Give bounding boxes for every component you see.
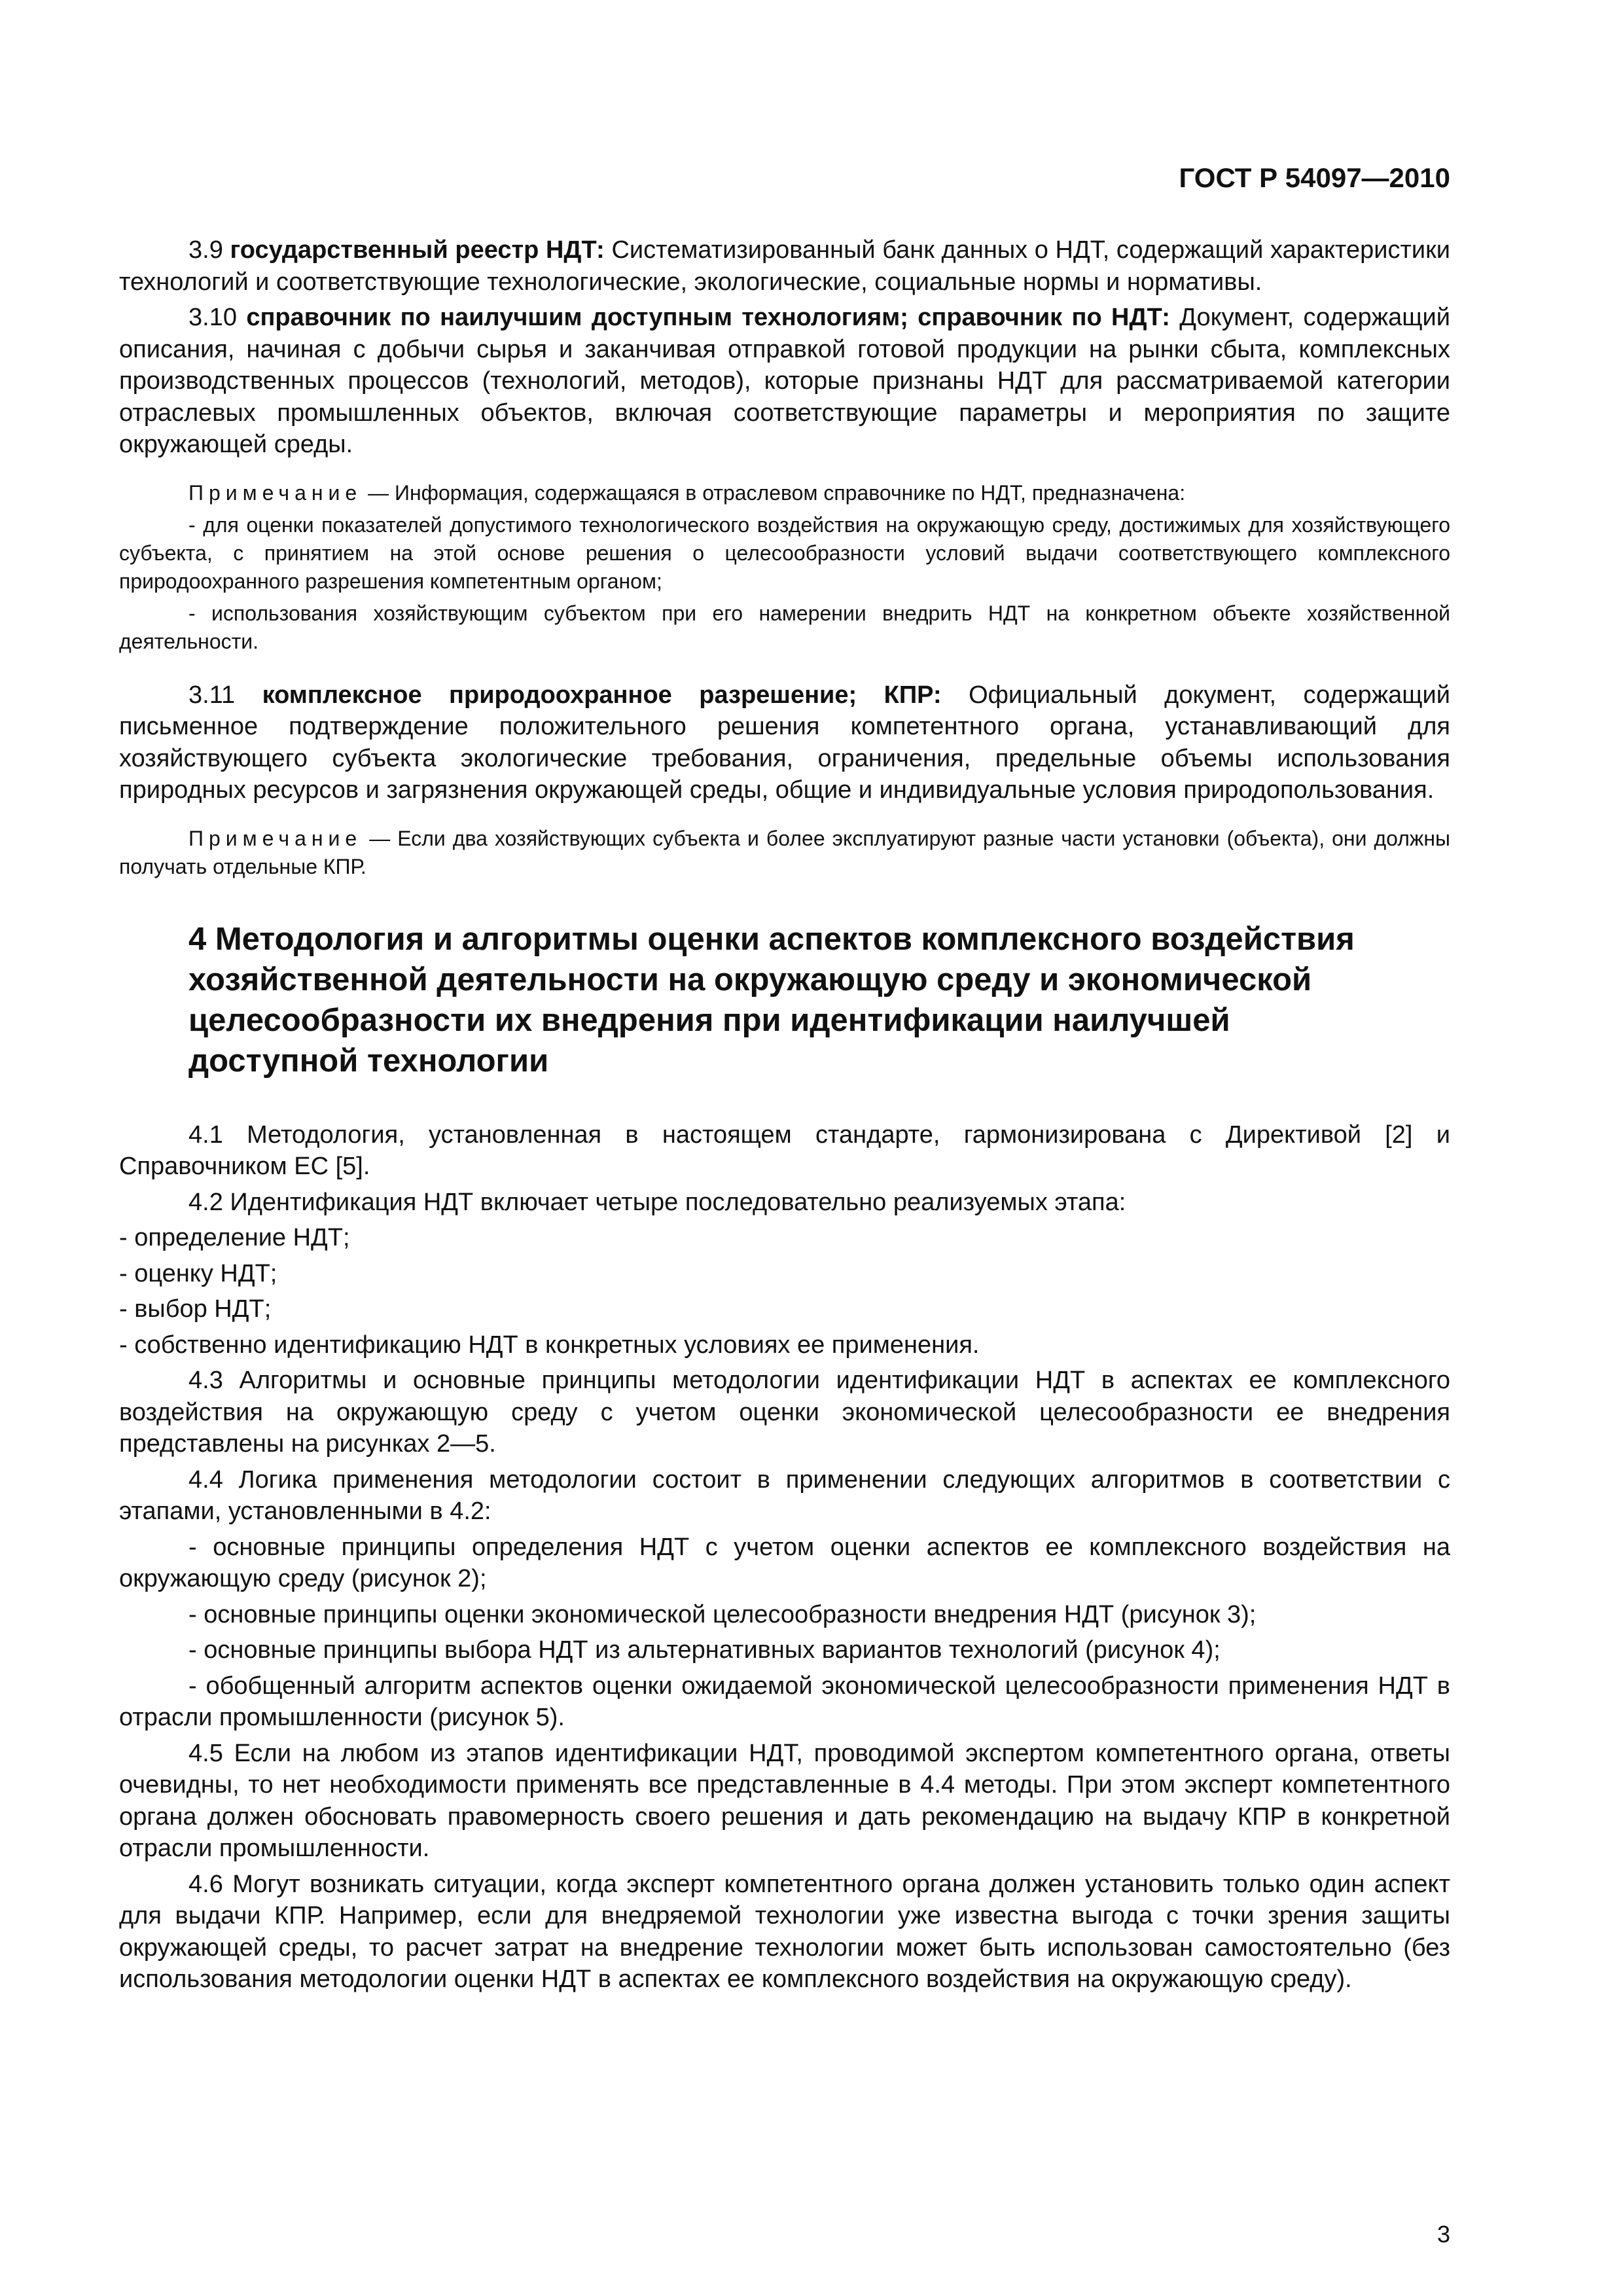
note-label: Примечание (188, 480, 363, 505)
definition: Документ, содержащий описания, начиная с добычи сырья и заканчивая отправкой готовой продукции на рынки сбыта, комплексных производственных процессов (технологий, методов), которые признаны НДТ для рассматриваемой категории отраслевых промышленных объектов, включая соответствующие параметры и мероприятия по защите окружающей среды. (119, 304, 1450, 458)
clause-4-4: 4.4 Логика применения методологии состоит в применении следующих алгоритмов в соответствии с этапами, установленными в 4.2: (119, 1465, 1450, 1525)
clause-number: 3.11 (188, 681, 236, 709)
clause-4-1: 4.1 Методология, установленная в настоящем стандарте, гармонизирована с Директивой [2] и Справочником ЕС [5]. (119, 1121, 1450, 1180)
document-page (119, 0, 1450, 2296)
stage-list-item: - оценку НДТ; (119, 1259, 277, 1287)
section-4-title: 4 Методология и алгоритмы оценки аспектов комплексного воздействия хозяйственной деятельности на окружающую среду и экономической целесообразности их внедрения при идентификации наилучшей доступной технологии (188, 921, 1355, 1079)
note-1-intro (119, 479, 1450, 507)
term: государственный реестр НДТ: (230, 236, 605, 264)
algorithm-list-item: - основные принципы выбора НДТ из альтернативных вариантов технологий (рисунок 4); (188, 1636, 1221, 1664)
note-1-item: - для оценки показателей допустимого технологического воздействия на окружающую среду, достижимых для хозяйствующего субъекта, с принятием на этой основе решения о целесообразности условий выдачи соответствующего комплексного природоохранного разрешения компетентным органом; (119, 512, 1450, 593)
clause-3-11 (119, 679, 1450, 806)
clause-4-6: 4.6 Могут возникать ситуации, когда эксперт компетентного органа должен установить только один аспект для выдачи КПР. Например, если для внедряемой технологии уже известна выгода с точки зрения защиты окружающей среды, то расчет затрат на внедрение технологии может быть использован самостоятельно (без использования методологии оценки НДТ в аспектах ее комплексного воздействия на окружающую среду). (119, 1870, 1450, 1993)
algorithm-list-item: - основные принципы определения НДТ с учетом оценки аспектов ее комплексного воздействия на окружающую среду (рисунок 2); (119, 1533, 1450, 1592)
definition: Систематизированный банк данных о НДТ, содержащий характеристики технологий и соответствующие технологические, экологические, социальные нормы и нормативы. (119, 236, 1450, 296)
note-label: Примечание (188, 826, 363, 850)
note-2 (119, 825, 1450, 881)
definition: Официальный документ, содержащий письменное подтверждение положительного решения компетентного органа, устанавливающий для хозяйствующего субъекта экологические требования, ограничения, предельные объемы использования природных ресурсов и загрязнения окружающей среды, общие и индивидуальные условия природопользования. (119, 681, 1450, 804)
stage-list-item: - определение НДТ; (119, 1224, 350, 1251)
stage-list-item: - выбор НДТ; (119, 1295, 272, 1323)
clause-4-5: 4.5 Если на любом из этапов идентификации НДТ, проводимой экспертом компетентного органа, ответы очевидны, то нет необходимости применять все представленные в 4.4 методы. При этом эксперт компетентного органа должен обосновать правомерность своего решения и дать рекомендацию на выдачу КПР в конкретной отрасли промышленности. (119, 1739, 1450, 1862)
stage-list-item: - собственно идентификацию НДТ в конкретных условиях ее применения. (119, 1331, 980, 1359)
note-text: — Если два хозяйствующих субъекта и более эксплуатируют разные части установки (объекта), они должны получать отдельные КПР. (119, 826, 1451, 878)
algorithm-list-item: - основные принципы оценки экономической целесообразности внедрения НДТ (рисунок 3); (188, 1600, 1257, 1628)
page-content (119, 234, 1450, 2000)
standard-code-header: ГОСТ Р 54097—2010 (1179, 162, 1450, 193)
clause-4-3: 4.3 Алгоритмы и основные принципы методологии идентификации НДТ в аспектах ее комплексного воздействия на окружающую среду с учетом оценки экономической целесообразности ее внедрения представлены на рисунках 2—5. (119, 1367, 1450, 1458)
note-text: — Информация, содержащаяся в отраслевом справочнике по НДТ, предназначена: (368, 480, 1186, 505)
clause-number: 3.10 (188, 304, 237, 331)
term: комплексное природоохранное разрешение; КПР: (262, 681, 942, 709)
term: справочник по наилучшим доступным технологиям; справочник по НДТ: (246, 304, 1170, 331)
page-number: 3 (1436, 2221, 1450, 2248)
clause-4-2: 4.2 Идентификация НДТ включает четыре последовательно реализуемых этапа: (188, 1188, 1126, 1216)
note-1-item: - использования хозяйствующим субъектом при его намерении внедрить НДТ на конкретном объекте хозяйственной деятельности. (119, 601, 1450, 653)
clause-3-10 (119, 302, 1450, 461)
algorithm-list-item: - обобщенный алгоритм аспектов оценки ожидаемой экономической целесообразности применения НДТ в отрасли промышленности (рисунок 5). (119, 1672, 1450, 1731)
clause-number: 3.9 (188, 236, 223, 264)
clause-3-9 (119, 234, 1450, 298)
